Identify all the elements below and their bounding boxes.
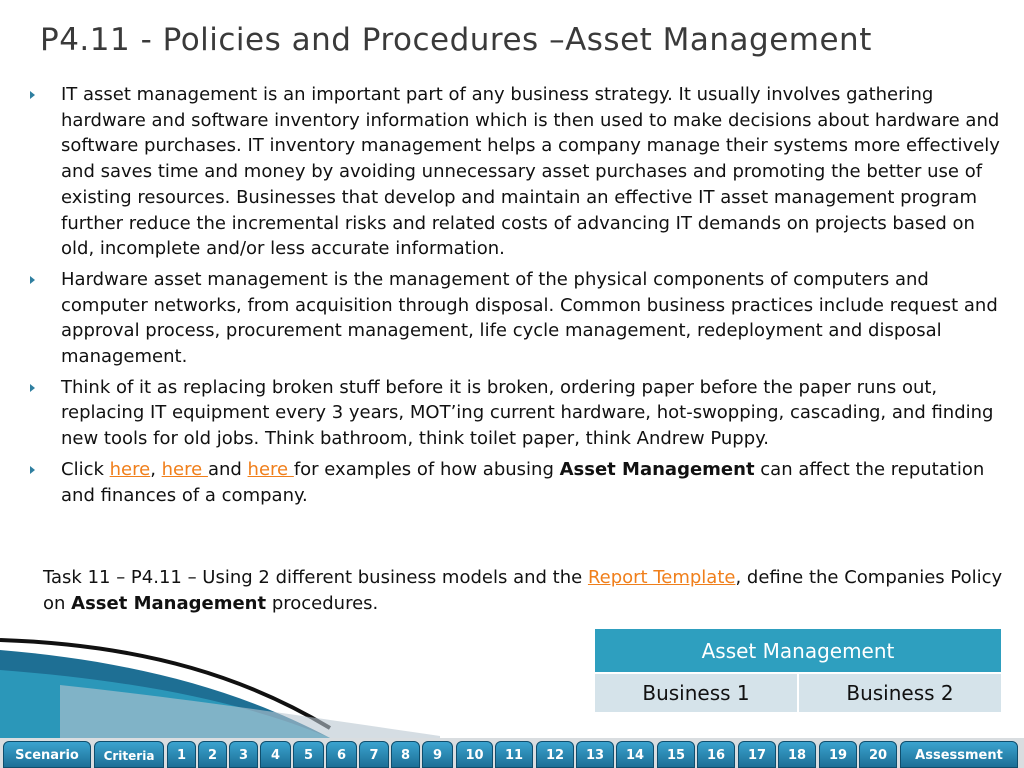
nav-page-button[interactable]: 10 [456, 741, 493, 768]
link-here-1[interactable]: here [109, 458, 151, 480]
bullet-arrow-icon [30, 466, 35, 474]
nav-page-button[interactable]: 5 [293, 741, 324, 768]
bullet-text: Think of it as replacing broken stuff before it is broken, ordering paper before the paper runs out, replacing IT equipment every 3 years, MOT’ing current hardware, hot-swopping, cascading, and finding new tools for old jobs. Think bathroom, think toilet paper, think Andrew Puppy. [61, 376, 994, 450]
bullet-text: can affect the reputation and finances of a company. [61, 458, 985, 506]
separator-text: , [150, 458, 162, 480]
nav-page-button[interactable]: 16 [697, 741, 735, 768]
bullet-text: IT asset management is an important part of any business strategy. It usually involves gathering hardware and software inventory information which is then used to make decisions about hardware and software purchases. IT inventory management helps a company manage their systems more effectively and saves time and money by avoiding unnecessary asset purchases and promoting the better use of existing resources. Businesses that develop and maintain an effective IT asset management program further reduce the incremental risks and related costs of advancing IT demands on projects based on old, incomplete and/or less accurate information. [61, 84, 1000, 260]
nav-page-button[interactable]: 14 [616, 741, 654, 768]
nav-page-button[interactable]: 11 [495, 741, 533, 768]
link-here-3[interactable]: here [247, 458, 294, 480]
asset-management-table [593, 627, 1003, 714]
nav-page-button[interactable]: 7 [359, 741, 389, 768]
decorative-wave [0, 610, 440, 740]
table-cell-business-1: Business 1 [594, 673, 798, 713]
nav-page-button[interactable]: 13 [576, 741, 614, 768]
link-here-2[interactable]: here [161, 458, 208, 480]
nav-page-button[interactable]: 6 [326, 741, 357, 768]
bullet-item [30, 375, 1002, 452]
bold-text: Asset Management [559, 458, 755, 480]
bullet-text: Click [61, 458, 110, 480]
slide-title: P4.11 - Policies and Procedures –Asset Management [40, 22, 872, 58]
nav-page-button[interactable]: 4 [260, 741, 291, 768]
bullet-text: and [207, 458, 248, 480]
bullet-arrow-icon [30, 276, 35, 284]
nav-page-button[interactable]: 20 [859, 741, 897, 768]
nav-assessment-button[interactable]: Assessment [900, 741, 1018, 768]
bullet-text: Hardware asset management is the management of the physical components of computers and computer networks, from acquisition through disposal. Common business practices include request and approval process, procurement management, life cycle management, redeployment and disposal management. [61, 268, 998, 368]
nav-criteria-button[interactable]: Criteria [94, 741, 164, 768]
nav-page-button[interactable]: 19 [819, 741, 857, 768]
table-header: Asset Management [594, 628, 1002, 673]
nav-page-button[interactable]: 3 [229, 741, 258, 768]
table-cell-business-2: Business 2 [798, 673, 1002, 713]
task-text: , define the Companies Policy on [43, 567, 1003, 614]
task-text: procedures. [266, 593, 379, 614]
nav-page-button[interactable]: 18 [778, 741, 816, 768]
nav-page-button[interactable]: 15 [657, 741, 695, 768]
table-row [594, 673, 1002, 713]
bullet-item [30, 267, 1002, 370]
nav-page-button[interactable]: 12 [536, 741, 574, 768]
bullet-list [30, 82, 1002, 513]
nav-page-button[interactable]: 1 [167, 741, 196, 768]
bullet-arrow-icon [30, 91, 35, 99]
nav-page-button[interactable]: 17 [738, 741, 776, 768]
nav-page-button[interactable]: 2 [198, 741, 227, 768]
report-template-link[interactable]: Report Template [587, 567, 736, 588]
task-text: – Using 2 different business models and the [181, 567, 588, 588]
bullet-arrow-icon [30, 384, 35, 392]
task-label: Task 11 – P4.11 [43, 567, 182, 588]
nav-page-button[interactable]: 8 [391, 741, 420, 768]
bold-text: Asset Management [71, 593, 267, 614]
nav-scenario-button[interactable]: Scenario [3, 741, 91, 768]
bullet-text: for examples of how abusing [293, 458, 560, 480]
bullet-item [30, 82, 1002, 262]
nav-page-button[interactable]: 9 [422, 741, 453, 768]
bullet-item [30, 457, 1002, 508]
